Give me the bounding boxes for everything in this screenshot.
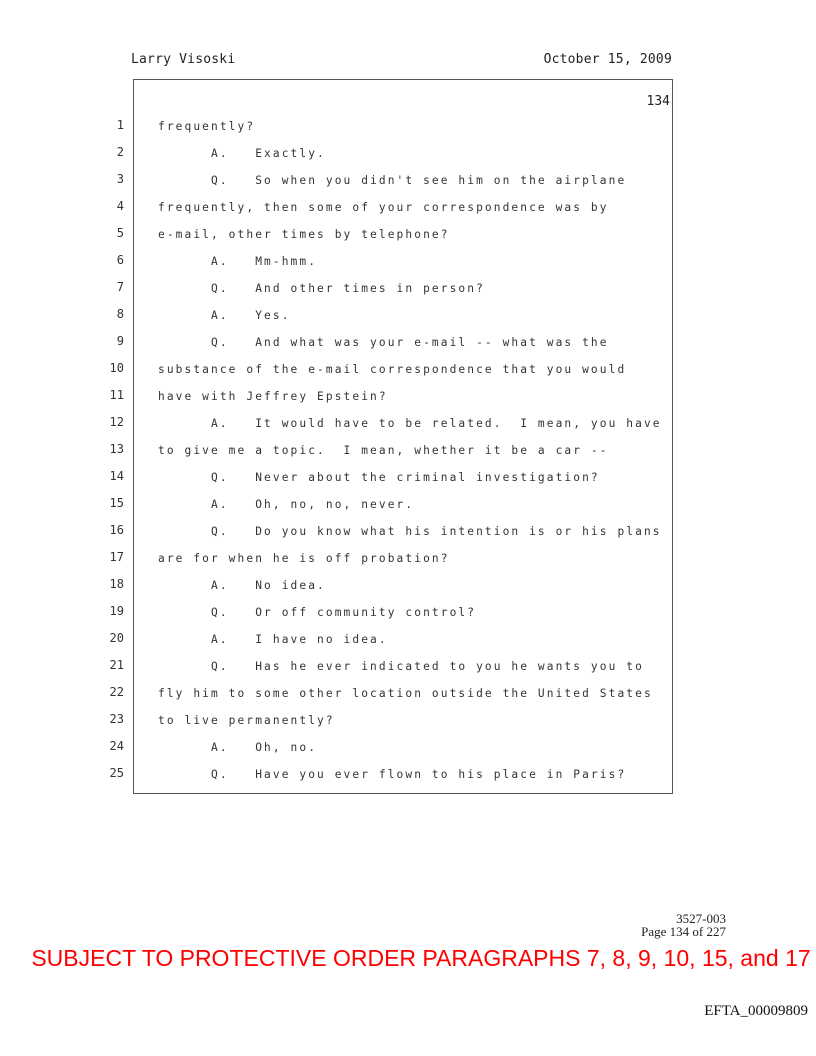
line-text: are for when he is off probation? [158, 552, 450, 565]
line-text: A. No idea. [158, 579, 326, 592]
line-number: 19 [109, 604, 124, 618]
line-number: 2 [116, 145, 124, 159]
line-text: Q. So when you didn't see him on the airplane [158, 174, 627, 187]
line-text: Q. Do you know what his intention is or his plans [158, 525, 662, 538]
line-text: Q. And what was your e-mail -- what was the [158, 336, 609, 349]
line-number: 1 [116, 118, 124, 132]
line-text: A. Oh, no. [158, 741, 318, 754]
bates-number: EFTA_00009809 [704, 1003, 808, 1019]
line-text: A. Mm-hmm. [158, 255, 318, 268]
line-number: 4 [116, 199, 124, 213]
line-number: 13 [109, 442, 124, 456]
line-number: 5 [116, 226, 124, 240]
line-number: 14 [109, 469, 124, 483]
protective-order-notice: SUBJECT TO PROTECTIVE ORDER PARAGRAPHS 7, 8, 9, 10, 15, and 17 [31, 945, 811, 971]
line-text: fly him to some other location outside the United States [158, 687, 653, 700]
line-number: 20 [109, 631, 124, 645]
line-number: 18 [109, 577, 124, 591]
line-number: 6 [116, 253, 124, 267]
line-number: 11 [109, 388, 124, 402]
line-text: to live permanently? [158, 714, 335, 727]
line-number: 23 [109, 712, 124, 726]
line-number: 24 [109, 739, 124, 753]
line-text: A. Exactly. [158, 147, 326, 160]
line-number: 7 [116, 280, 124, 294]
line-number: 15 [109, 496, 124, 510]
header-deponent: Larry Visoski [131, 52, 236, 67]
line-number: 25 [109, 766, 124, 780]
line-number: 21 [109, 658, 124, 672]
transcript-page-number: 134 [646, 94, 670, 109]
line-text: have with Jeffrey Epstein? [158, 390, 388, 403]
line-number: 12 [109, 415, 124, 429]
line-text: A. Yes. [158, 309, 291, 322]
line-text: A. Oh, no, no, never. [158, 498, 415, 511]
line-text: Q. And other times in person? [158, 282, 485, 295]
footer-document-code: 3527-003 [676, 911, 726, 926]
line-text: A. I have no idea. [158, 633, 388, 646]
footer-page-count: Page 134 of 227 [641, 924, 726, 939]
line-text: Q. Or off community control? [158, 606, 477, 619]
line-text: A. It would have to be related. I mean, you have [158, 417, 662, 430]
line-text: frequently? [158, 120, 256, 133]
line-number: 16 [109, 523, 124, 537]
line-number: 10 [109, 361, 124, 375]
line-number: 9 [116, 334, 124, 348]
header-date: October 15, 2009 [543, 52, 672, 67]
line-text: Q. Have you ever flown to his place in Paris? [158, 768, 627, 781]
line-text: substance of the e-mail correspondence that you would [158, 363, 627, 376]
line-text: frequently, then some of your correspondence was by [158, 201, 609, 214]
line-number: 22 [109, 685, 124, 699]
line-text: to give me a topic. I mean, whether it be a car -- [158, 444, 609, 457]
line-text: Q. Never about the criminal investigation? [158, 471, 600, 484]
line-number: 17 [109, 550, 124, 564]
line-text: e-mail, other times by telephone? [158, 228, 450, 241]
line-text: Q. Has he ever indicated to you he wants you to [158, 660, 644, 673]
line-number: 8 [116, 307, 124, 321]
line-number: 3 [116, 172, 124, 186]
